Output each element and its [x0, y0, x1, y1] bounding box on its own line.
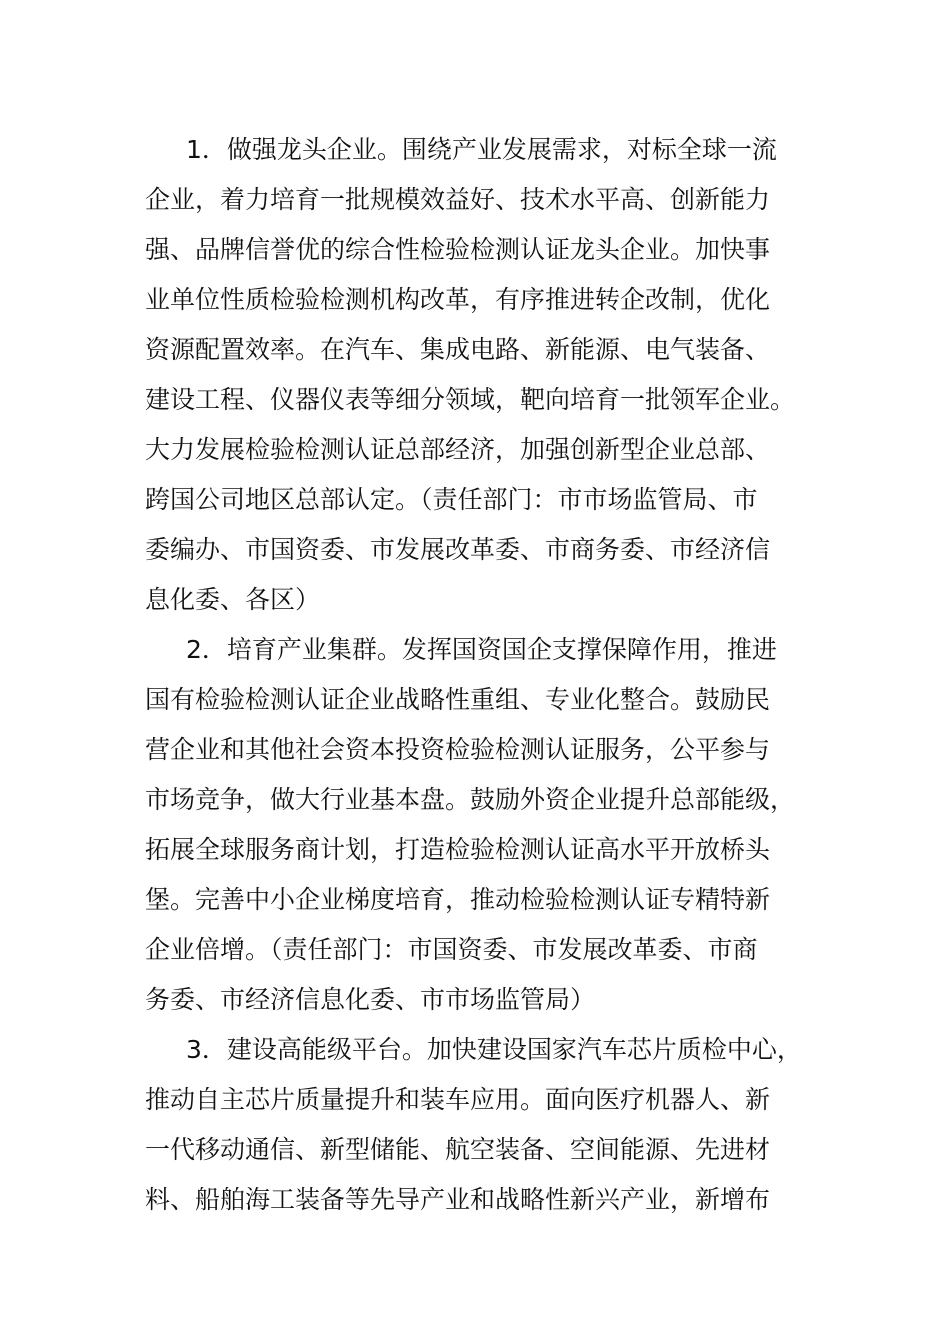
paragraph-2-line-5: 拓展全球服务商计划，打造检验检测认证高水平开放桥头: [145, 835, 771, 864]
paragraph-1-line-6: 建设工程、仪器仪表等细分领域，靶向培育一批领军企业。: [145, 385, 796, 414]
paragraph-2-line-4: 市场竞争，做大行业基本盘。鼓励外资企业提升总部能级，: [145, 785, 796, 814]
paragraph-2-line-8: 务委、市经济信息化委、市市场监管局）: [145, 985, 596, 1014]
paragraph-1-line-10: 息化委、各区）: [145, 585, 321, 614]
paragraph-1-line-4: 业单位性质检验检测机构改革，有序推进转企改制，优化: [145, 285, 771, 314]
paragraph-1-line-8: 跨国公司地区总部认定。（责任部门：市市场监管局、市: [145, 485, 758, 514]
paragraph-2-line-1: 2．培育产业集群。发挥国资国企支撑保障作用，推进: [186, 635, 777, 664]
paragraph-3-line-3: 一代移动通信、新型储能、航空装备、空间能源、先进材: [145, 1135, 771, 1164]
paragraph-2-line-7: 企业倍增。（责任部门：市国资委、市发展改革委、市商: [145, 935, 758, 964]
paragraph-3-line-1: 3．建设高能级平台。加快建设国家汽车芯片质检中心，: [186, 1035, 802, 1064]
paragraph-1-line-7: 大力发展检验检测认证总部经济，加强创新型企业总部、: [145, 435, 771, 464]
paragraph-3-line-2: 推动自主芯片质量提升和装车应用。面向医疗机器人、新: [145, 1085, 771, 1114]
paragraph-2-line-2: 国有检验检测认证企业战略性重组、专业化整合。鼓励民: [145, 685, 771, 714]
paragraph-1-line-1: 1．做强龙头企业。围绕产业发展需求，对标全球一流: [186, 135, 777, 164]
paragraph-1-line-9: 委编办、市国资委、市发展改革委、市商务委、市经济信: [145, 535, 771, 564]
paragraph-1-line-5: 资源配置效率。在汽车、集成电路、新能源、电气装备、: [145, 335, 771, 364]
paragraph-2-line-6: 堡。完善中小企业梯度培育，推动检验检测认证专精特新: [145, 885, 771, 914]
paragraph-1-line-2: 企业，着力培育一批规模效益好、技术水平高、创新能力: [145, 185, 771, 214]
paragraph-2-line-3: 营企业和其他社会资本投资检验检测认证服务，公平参与: [145, 735, 771, 764]
paragraph-1-line-3: 强、品牌信誉优的综合性检验检测认证龙头企业。加快事: [145, 235, 771, 264]
paragraph-3-line-4: 料、船舶海工装备等先导产业和战略性新兴产业，新增布: [145, 1185, 771, 1214]
